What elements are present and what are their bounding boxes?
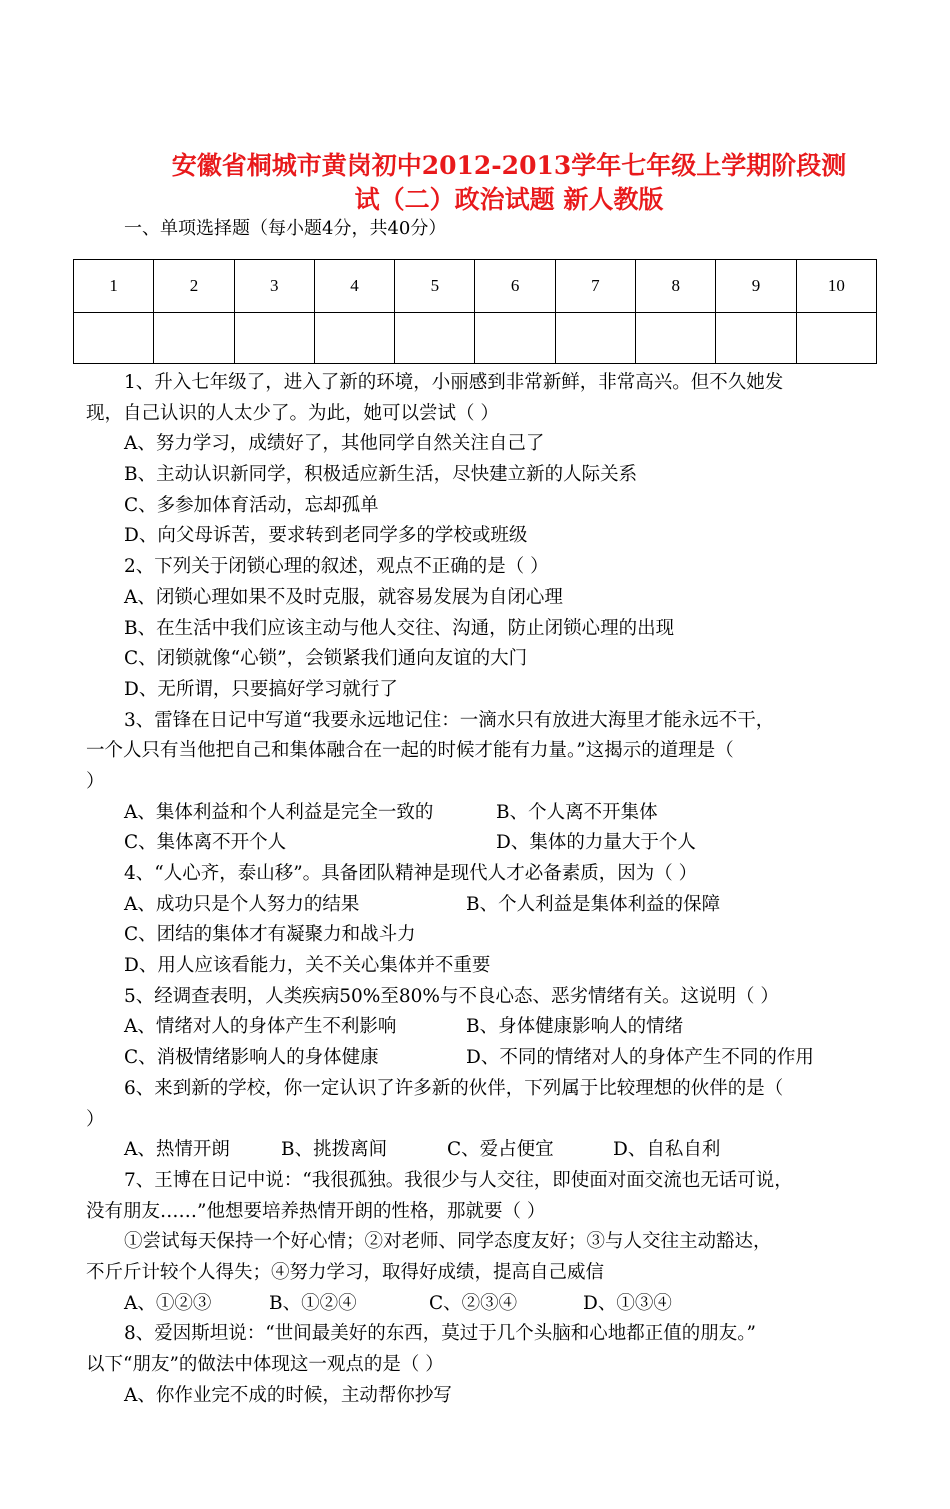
question-stem: 一个人只有当他把自己和集体融合在一起的时候才能有力量。”这揭示的道理是（ [86,740,734,762]
question-stem: 6、来到新的学校，你一定认识了许多新的伙伴，下列属于比较理想的伙伴的是（ [124,1077,784,1099]
answer-option: D、无所谓，只要搞好学习就行了 [124,678,398,700]
question-number-cell: 4 [314,260,394,313]
answer-cell[interactable] [74,313,154,364]
question-stem: 7、王博在日记中说：“我很孤独。我很少与人交往，即使面对面交流也无话可说， [124,1169,793,1191]
question-stem: 1、升入七年级了，进入了新的环境，小丽感到非常新鲜，非常高兴。但不久她发 [124,372,784,393]
answer-table [73,259,877,364]
question-number-cell: 3 [234,260,314,313]
answer-table-number-row [74,260,877,313]
question-number-cell: 1 [74,260,154,313]
question-stem: 8、爱因斯坦说：“世间最美好的东西，莫过于几个头脑和心地都正值的朋友。” [124,1323,756,1345]
answer-option: A、努力学习，成绩好了，其他同学自然关注自己了 [124,433,545,455]
answer-option: B、在生活中我们应该主动与他人交往、沟通，防止闭锁心理的出现 [124,617,675,639]
answer-option: A、①②③ [124,1292,212,1314]
answer-cell[interactable] [475,313,555,364]
answer-option-row [86,1289,882,1320]
answer-option: D、向父母诉苦，要求转到老同学多的学校或班级 [124,525,528,547]
answer-cell[interactable] [636,313,716,364]
answer-option: C、集体离不开个人 [124,832,287,854]
answer-table-blank-row [74,313,877,364]
answer-option: C、闭锁就像“心锁”，会锁紧我们通向友谊的大门 [124,648,528,670]
answer-option-row [86,1012,882,1043]
document-title-line1: 安徽省桐城市黄岗初中2012-2013学年七年级上学期阶段测 [171,151,847,180]
answer-option: A、热情开朗 [124,1139,230,1161]
question-number-cell: 8 [636,260,716,313]
question-item-list: 不斤斤计较个人得失；④努力学习，取得好成绩，提高自己威信 [86,1261,605,1283]
question-stem: 现，自己认识的人太少了。为此，她可以尝试（ ） [86,402,499,424]
answer-option: D、用人应该看能力，关不关心集体并不重要 [124,955,491,977]
answer-option-row [86,890,882,921]
question-stem: 以下“朋友”的做法中体现这一观点的是（ ） [86,1354,444,1375]
question-number-cell: 2 [154,260,234,313]
answer-cell[interactable] [234,313,314,364]
question-number-cell: 7 [555,260,635,313]
answer-cell[interactable] [314,313,394,364]
answer-option-row [86,798,882,829]
answer-option: B、主动认识新同学，积极适应新生活，尽快建立新的人际关系 [124,464,638,486]
question-stem: 3、雷锋在日记中写道“我要永远地记住：一滴水只有放进大海里才能永远不干， [124,709,775,731]
answer-option: B、身体健康影响人的情绪 [466,1016,684,1038]
answer-option: C、消极情绪影响人的身体健康 [124,1047,379,1069]
answer-option-row [86,1043,882,1074]
question-stem: 没有朋友……”他想要培养热情开朗的性格，那就要（ ） [86,1200,546,1222]
answer-option-row [86,828,882,859]
answer-cell[interactable] [154,313,234,364]
answer-option: D、集体的力量大于个人 [496,832,696,854]
answer-option: A、成功只是个人努力的结果 [124,893,360,915]
answer-option: B、挑拨离间 [281,1139,388,1161]
question-number-cell: 5 [395,260,475,313]
answer-cell[interactable] [796,313,876,364]
section-heading: 一、单项选择题（每小题4分，共40分） [124,218,447,239]
answer-option: C、多参加体育活动，忘却孤单 [124,494,379,516]
questions-body [86,368,882,1411]
question-number-cell: 9 [716,260,796,313]
answer-option: A、集体利益和个人利益是完全一致的 [124,801,434,823]
answer-option: A、闭锁心理如果不及时克服，就容易发展为自闭心理 [124,586,563,608]
answer-option: C、②③④ [429,1292,518,1314]
document-title-line2: 试（二）政治试题 新人教版 [354,185,664,214]
answer-option: A、情绪对人的身体产生不利影响 [124,1016,397,1038]
answer-option: B、个人利益是集体利益的保障 [466,893,721,915]
question-stem: 4、“人心齐，泰山移”。具备团队精神是现代人才必备素质，因为（ ） [124,863,698,884]
answer-option: A、你作业完不成的时候，主动帮你抄写 [124,1384,452,1406]
answer-cell[interactable] [555,313,635,364]
answer-option: B、①②④ [269,1292,357,1314]
question-stem: ） [86,1108,105,1130]
answer-option: B、个人离不开集体 [496,801,658,823]
answer-option: D、①③④ [583,1292,672,1314]
question-stem: 2、下列关于闭锁心理的叙述，观点不正确的是（ ） [124,556,549,578]
answer-option: D、自私自利 [613,1139,721,1161]
answer-option: C、爱占便宜 [447,1139,554,1161]
answer-option-row [86,1135,882,1166]
question-number-cell: 10 [796,260,876,313]
question-item-list: ①尝试每天保持一个好心情；②对老师、同学态度友好；③与人交往主动豁达， [124,1231,772,1253]
answer-cell[interactable] [716,313,796,364]
question-stem: 5、经调查表明，人类疾病50%至80%与不良心态、恶劣情绪有关。这说明（ ） [124,985,779,1007]
answer-option: C、团结的集体才有凝聚力和战斗力 [124,924,416,946]
question-stem: ） [86,770,105,792]
answer-option: D、不同的情绪对人的身体产生不同的作用 [466,1047,814,1069]
question-number-cell: 6 [475,260,555,313]
answer-cell[interactable] [395,313,475,364]
